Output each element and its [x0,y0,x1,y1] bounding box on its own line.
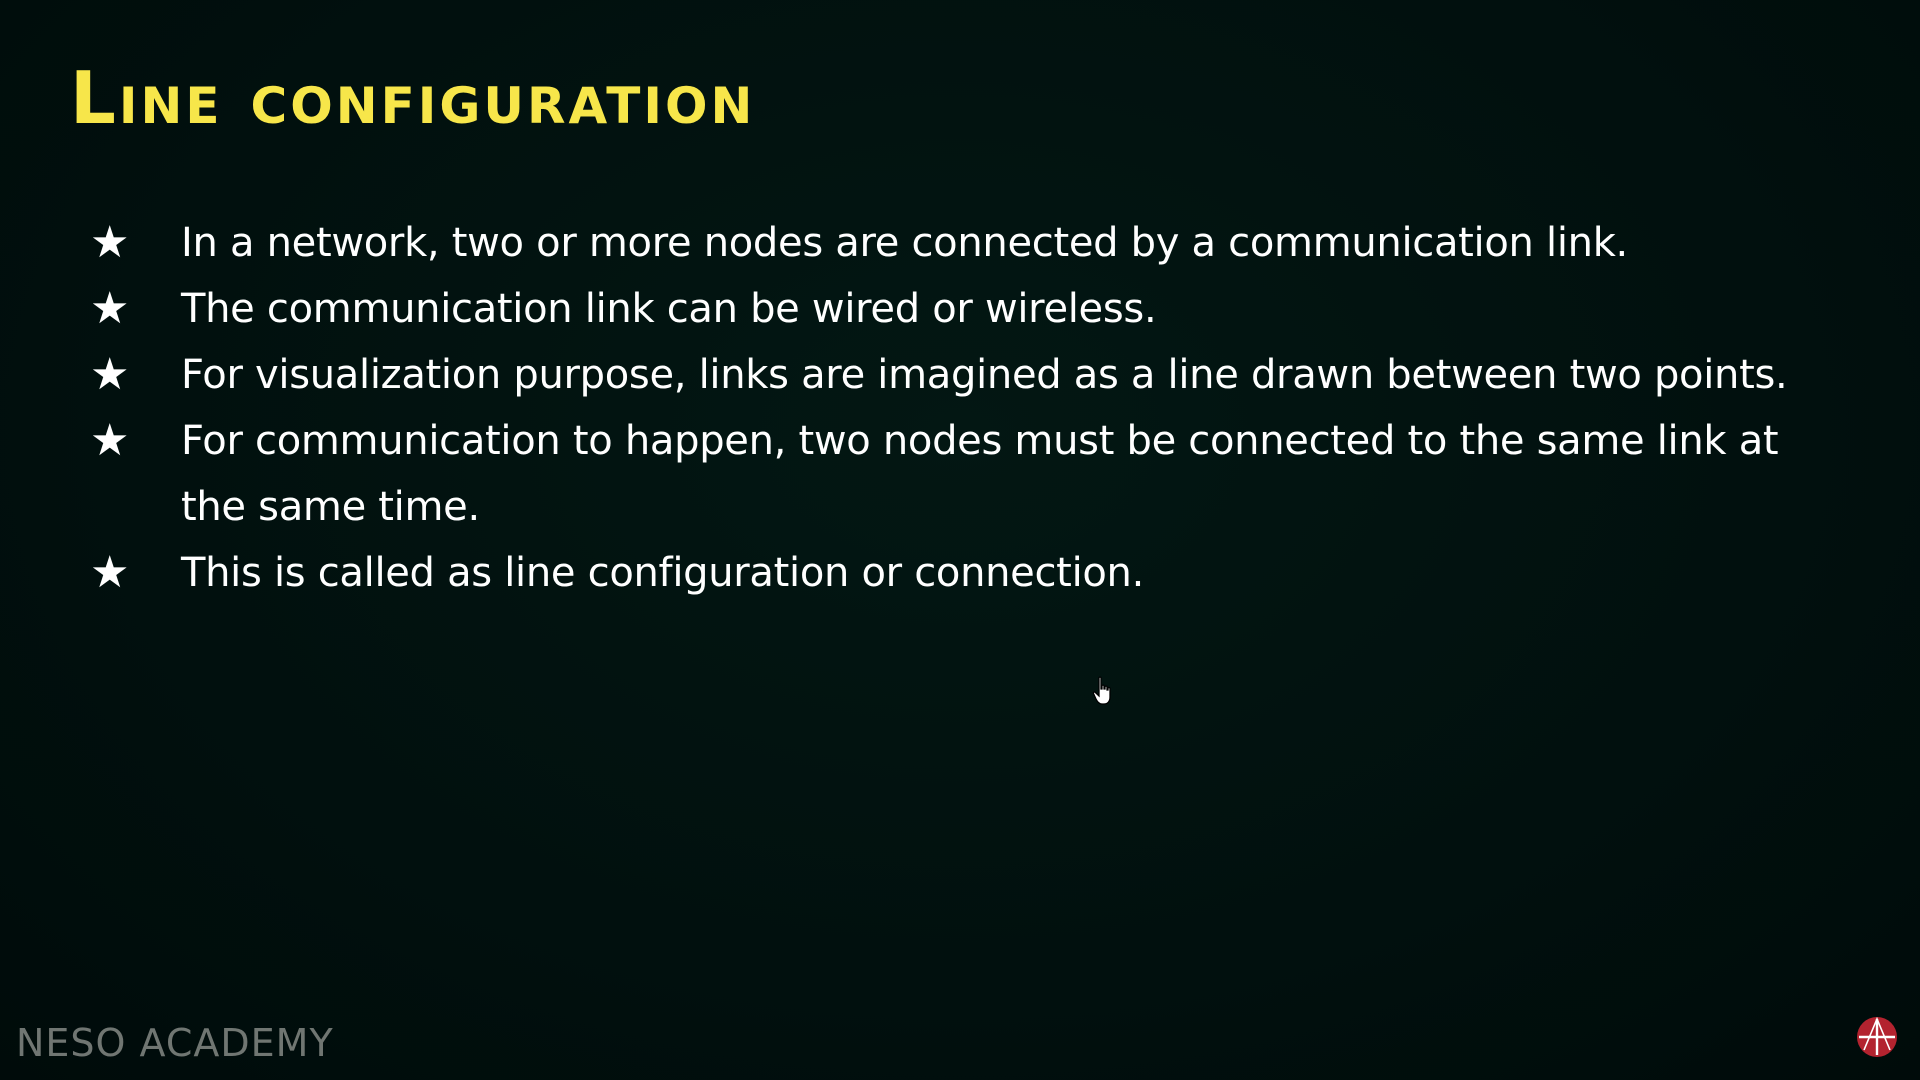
bullet-item-3 [90,342,1850,408]
neso-academy-logo-icon [1855,1015,1899,1059]
bullet-text-1: In a network, two or more nodes are connected by a communication link. [181,220,1628,266]
star-icon: ★ [90,415,130,466]
bullet-item-4 [90,408,1850,540]
star-icon: ★ [90,217,130,268]
slide-title: Line configuration [70,56,756,140]
bullet-item-2 [90,276,1850,342]
star-icon: ★ [90,283,130,334]
neso-academy-watermark: NESO ACADEMY [16,1021,334,1065]
bullet-text-5: This is called as line configuration or connection. [181,550,1145,596]
hand-cursor-icon [1092,676,1114,706]
bullet-list [90,210,1850,606]
bullet-item-5 [90,540,1850,606]
bullet-text-4: For communication to happen, two nodes must be connected to the same link at the same time. [181,418,1779,530]
star-icon: ★ [90,547,130,598]
bullet-text-2: The communication link can be wired or wireless. [181,286,1157,332]
bullet-item-1 [90,210,1850,276]
bullet-text-3: For visualization purpose, links are imagined as a line drawn between two points. [181,352,1788,398]
star-icon: ★ [90,349,130,400]
